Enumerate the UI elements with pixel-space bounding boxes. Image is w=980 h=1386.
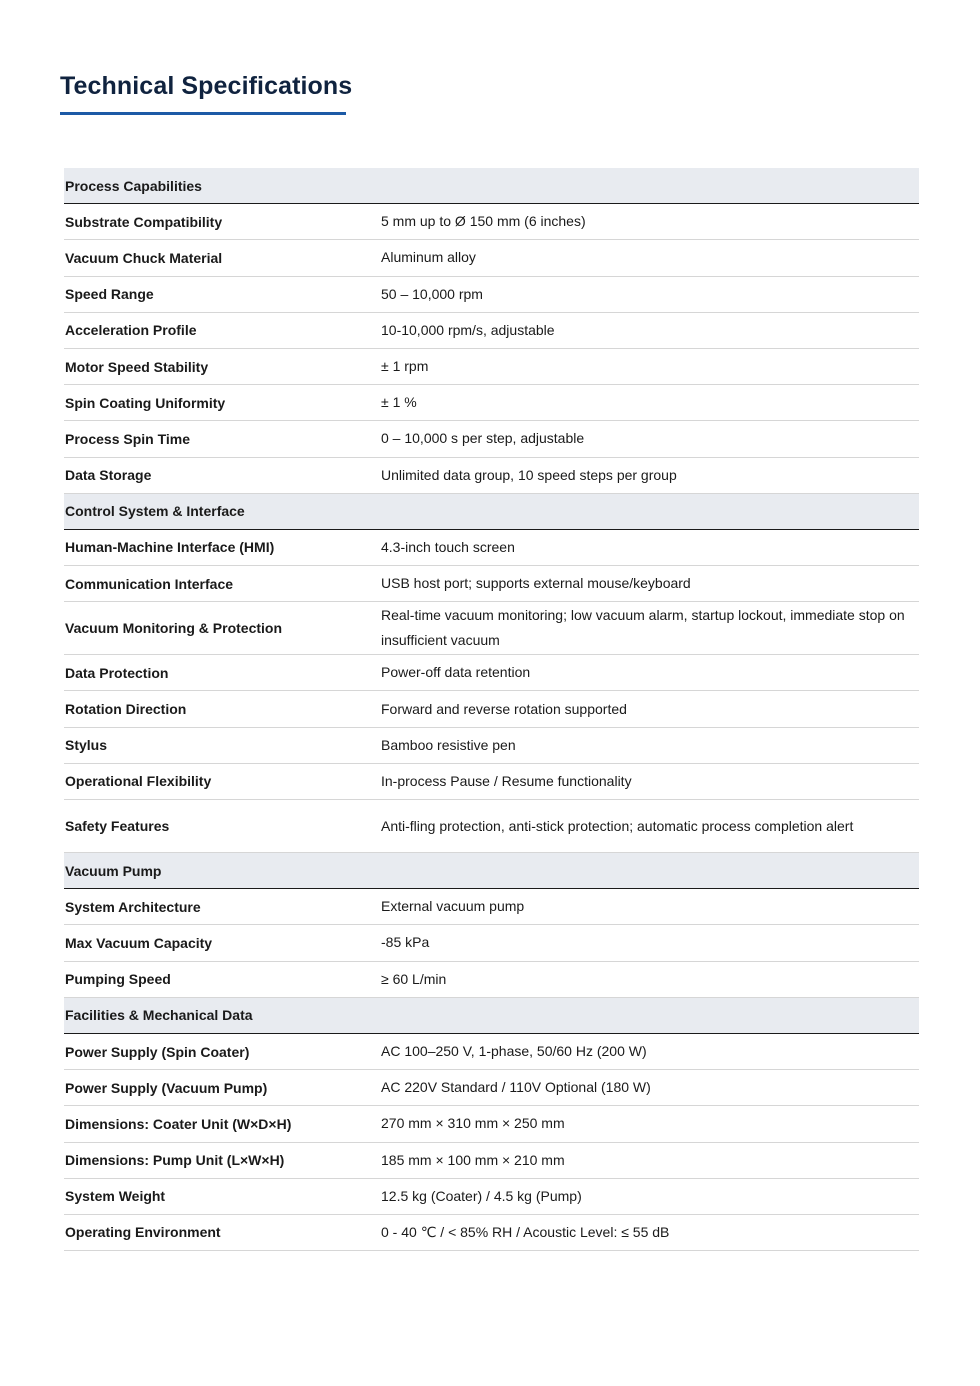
spec-value: 0 - 40 ℃ / < 85% RH / Acoustic Level: ≤ 55 dB bbox=[381, 1223, 670, 1240]
spec-row bbox=[64, 1070, 919, 1106]
spec-label: Data Protection bbox=[65, 664, 169, 681]
spec-label: Spin Coating Uniformity bbox=[65, 394, 226, 411]
spec-row bbox=[64, 691, 919, 727]
spec-row bbox=[64, 800, 919, 853]
spec-label: Data Storage bbox=[65, 467, 152, 484]
spec-value: 10-10,000 rpm/s, adjustable bbox=[381, 321, 555, 338]
spec-label: Pumping Speed bbox=[65, 971, 171, 988]
spec-label: Dimensions: Pump Unit (L×W×H) bbox=[65, 1152, 285, 1169]
spec-row bbox=[64, 1034, 919, 1070]
section-header bbox=[64, 494, 919, 530]
spec-value: 12.5 kg (Coater) / 4.5 kg (Pump) bbox=[381, 1187, 582, 1204]
section-title: Facilities & Mechanical Data bbox=[65, 1007, 253, 1024]
spec-value: Unlimited data group, 10 speed steps per group bbox=[381, 466, 677, 483]
spec-row bbox=[64, 764, 919, 800]
spec-row bbox=[64, 458, 919, 494]
spec-value: External vacuum pump bbox=[381, 898, 525, 915]
spec-label: Motor Speed Stability bbox=[65, 358, 209, 375]
spec-value: 0 – 10,000 s per step, adjustable bbox=[381, 430, 585, 447]
spec-row bbox=[64, 421, 919, 457]
spec-label: Vacuum Chuck Material bbox=[65, 249, 223, 266]
spec-value: Power-off data retention bbox=[381, 664, 531, 681]
spec-label: Dimensions: Coater Unit (W×D×H) bbox=[65, 1115, 292, 1132]
spec-value: 50 – 10,000 rpm bbox=[381, 285, 483, 302]
spec-label: Max Vacuum Capacity bbox=[65, 934, 213, 951]
spec-label: Operating Environment bbox=[65, 1224, 221, 1241]
spec-row bbox=[64, 349, 919, 385]
spec-row bbox=[64, 728, 919, 764]
spec-value: AC 100–250 V, 1-phase, 50/60 Hz (200 W) bbox=[381, 1043, 647, 1060]
spec-value: Bamboo resistive pen bbox=[381, 736, 516, 753]
spec-label: Vacuum Monitoring & Protection bbox=[65, 620, 283, 637]
spec-value: ± 1 rpm bbox=[381, 358, 429, 375]
spec-row bbox=[64, 1215, 919, 1251]
spec-value: In-process Pause / Resume functionality bbox=[381, 772, 632, 789]
spec-row bbox=[64, 530, 919, 566]
spec-label: Substrate Compatibility bbox=[65, 213, 223, 230]
spec-label: Rotation Direction bbox=[65, 701, 187, 718]
spec-table bbox=[64, 168, 919, 1251]
spec-label: Power Supply (Vacuum Pump) bbox=[65, 1079, 268, 1096]
spec-label: Operational Flexibility bbox=[65, 773, 212, 790]
spec-label: Safety Features bbox=[65, 818, 170, 834]
section-title: Process Capabilities bbox=[65, 177, 202, 194]
spec-label: Human-Machine Interface (HMI) bbox=[65, 539, 275, 556]
spec-value: AC 220V Standard / 110V Optional (180 W) bbox=[381, 1079, 651, 1096]
spec-value: 4.3-inch touch screen bbox=[381, 538, 515, 555]
spec-value: -85 kPa bbox=[381, 934, 430, 951]
spec-value: ± 1 % bbox=[381, 394, 417, 411]
title-underline bbox=[60, 112, 346, 115]
spec-label: Speed Range bbox=[65, 286, 154, 303]
spec-row bbox=[64, 1106, 919, 1142]
spec-label: Acceleration Profile bbox=[65, 322, 197, 339]
page-title: Technical Specifications bbox=[60, 72, 353, 100]
spec-value: USB host port; supports external mouse/keyboard bbox=[381, 575, 691, 592]
section-title: Control System & Interface bbox=[65, 503, 245, 520]
spec-row bbox=[64, 240, 919, 276]
spec-value: Anti-fling protection, anti-stick protection; automatic process completion alert bbox=[381, 817, 854, 834]
section-header bbox=[64, 853, 919, 889]
spec-value: 185 mm × 100 mm × 210 mm bbox=[381, 1151, 565, 1168]
spec-row bbox=[64, 889, 919, 925]
spec-label: System Weight bbox=[65, 1188, 166, 1205]
spec-row bbox=[64, 277, 919, 313]
spec-value: Forward and reverse rotation supported bbox=[381, 700, 627, 717]
spec-row bbox=[64, 385, 919, 421]
spec-label: Power Supply (Spin Coater) bbox=[65, 1043, 250, 1060]
spec-value: 5 mm up to Ø 150 mm (6 inches) bbox=[381, 213, 586, 230]
spec-row bbox=[64, 925, 919, 961]
section-header bbox=[64, 998, 919, 1034]
spec-label: System Architecture bbox=[65, 898, 201, 915]
spec-row bbox=[64, 962, 919, 998]
section-header bbox=[64, 168, 919, 204]
spec-row bbox=[64, 566, 919, 602]
spec-row bbox=[64, 655, 919, 691]
spec-row bbox=[64, 602, 919, 655]
spec-label: Stylus bbox=[65, 737, 108, 754]
spec-row bbox=[64, 1143, 919, 1179]
section-title: Vacuum Pump bbox=[65, 862, 162, 879]
spec-row bbox=[64, 204, 919, 240]
spec-value: Real-time vacuum monitoring; low vacuum alarm, startup lockout, immediate stop on insufficient vacuum bbox=[381, 607, 905, 649]
spec-value: Aluminum alloy bbox=[381, 249, 476, 266]
spec-value: 270 mm × 310 mm × 250 mm bbox=[381, 1115, 565, 1132]
spec-label: Communication Interface bbox=[65, 575, 234, 592]
spec-row bbox=[64, 313, 919, 349]
spec-value: ≥ 60 L/min bbox=[381, 970, 447, 987]
spec-row bbox=[64, 1179, 919, 1215]
spec-label: Process Spin Time bbox=[65, 430, 191, 447]
